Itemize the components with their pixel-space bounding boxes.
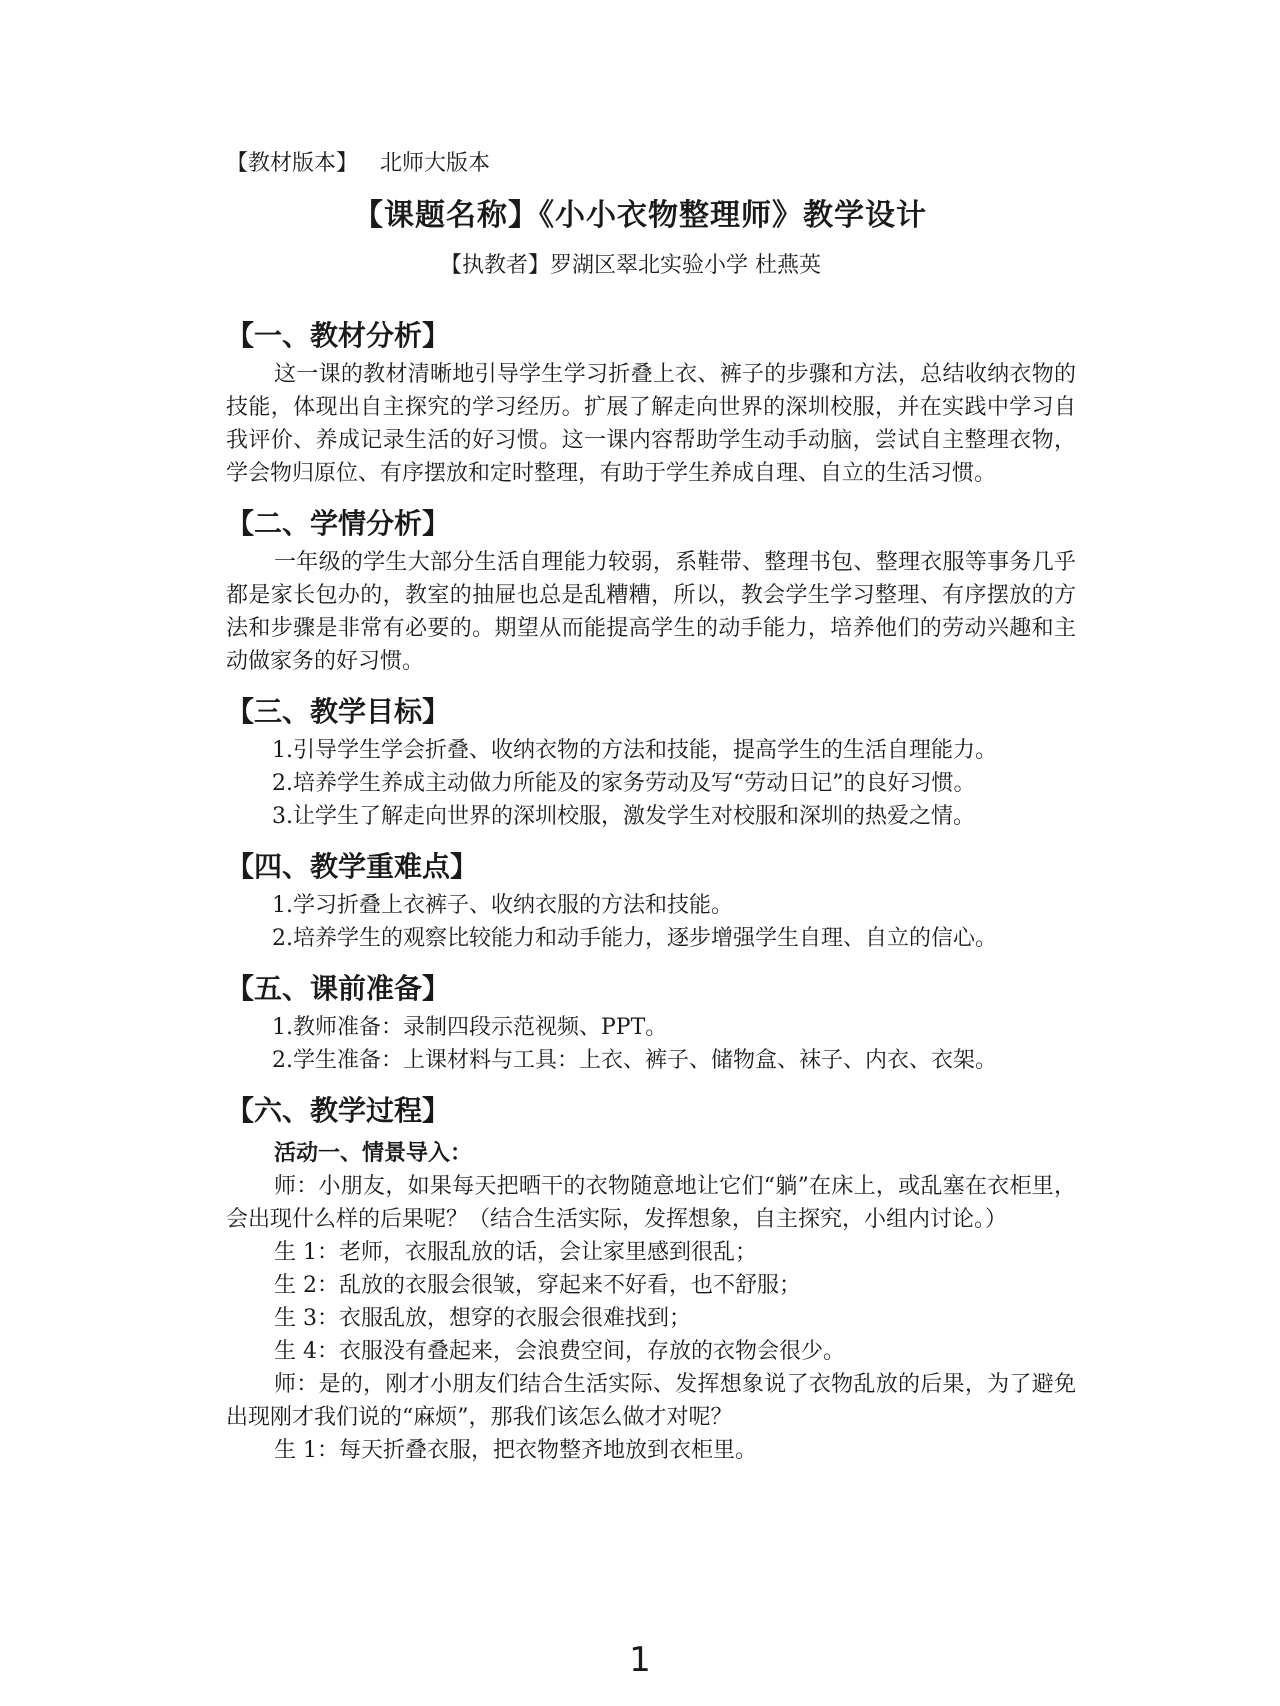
page-number: 1 <box>629 1640 651 1680</box>
teacher-line: 【执教者】罗湖区翠北实验小学 杜燕英 <box>440 253 821 278</box>
section-heading: 【三、教学目标】 <box>226 695 451 728</box>
student-answer: 生 4：衣服没有叠起来，会浪费空间，存放的衣物会很少。 <box>274 1339 845 1364</box>
section-preparation <box>226 967 1076 1077</box>
section-heading: 【五、课前准备】 <box>226 972 451 1005</box>
section-teaching-process <box>226 1089 1076 1467</box>
list-item: 1.引导学生学会折叠、收纳衣物的方法和技能，提高学生的生活自理能力。 <box>272 738 997 763</box>
section-key-points <box>226 845 1076 955</box>
section-heading: 【六、教学过程】 <box>226 1094 451 1127</box>
student-answer: 生 2：乱放的衣服会很皱，穿起来不好看，也不舒服； <box>274 1273 801 1298</box>
edition-value: 北师大版本 <box>380 151 491 176</box>
activity-title: 活动一、情景导入： <box>274 1140 473 1166</box>
section-heading: 【二、学情分析】 <box>226 507 451 540</box>
list-item: 2.学生准备：上课材料与工具：上衣、裤子、储物盒、袜子、内衣、衣架。 <box>272 1048 997 1073</box>
student-answer: 生 1：老师，衣服乱放的话，会让家里感到很乱； <box>274 1240 757 1265</box>
section-paragraph: 一年级的学生大部分生活自理能力较弱，系鞋带、整理书包、整理衣服等事务几乎都是家长包办的，教室的抽屉也总是乱糟糟，所以，教会学生学习整理、有序摆放的方法和步骤是非常有必要的。期望从而能提高学生的动手能力，培养他们的劳动兴趣和主动做家务的好习惯。 <box>226 550 1076 674</box>
teacher-question: 师：小朋友，如果每天把晒干的衣物随意地让它们“躺”在床上，或乱塞在衣柜里，会出现什么样的后果呢？（结合生活实际，发挥想象，自主探究，小组内讨论。） <box>226 1174 1076 1232</box>
edition-line <box>226 146 490 177</box>
list-item: 1.教师准备：录制四段示范视频、PPT。 <box>272 1015 668 1040</box>
section-teaching-goals <box>226 690 1076 833</box>
list-item: 2.培养学生的观察比较能力和动手能力，逐步增强学生自理、自立的信心。 <box>272 926 997 951</box>
section-paragraph: 这一课的教材清晰地引导学生学习折叠上衣、裤子的步骤和方法，总结收纳衣物的技能，体现出自主探究的学习经历。扩展了解走向世界的深圳校服，并在实践中学习自我评价、养成记录生活的好习惯。这一课内容帮助学生动手动脑，尝试自主整理衣物，学会物归原位、有序摆放和定时整理，有助于学生养成自理、自立的生活习惯。 <box>226 362 1076 486</box>
student-answer: 生 3：衣服乱放，想穿的衣服会很难找到； <box>274 1306 691 1331</box>
teacher-question: 师：是的，刚才小朋友们结合生活实际、发挥想象说了衣物乱放的后果，为了避免出现刚才我们说的“麻烦”，那我们该怎么做才对呢？ <box>226 1372 1076 1430</box>
section-heading: 【一、教材分析】 <box>226 319 451 352</box>
document-body <box>226 314 1076 1479</box>
list-item: 2.培养学生养成主动做力所能及的家务劳动及写“劳动日记”的良好习惯。 <box>272 771 976 796</box>
section-student-analysis <box>226 502 1076 678</box>
student-answer: 生 1：每天折叠衣服，把衣物整齐地放到衣柜里。 <box>274 1438 757 1463</box>
section-material-analysis <box>226 314 1076 490</box>
edition-label: 【教材版本】 <box>226 151 359 176</box>
list-item: 1.学习折叠上衣裤子、收纳衣服的方法和技能。 <box>272 893 733 918</box>
document-title: 【课题名称】《小小衣物整理师》教学设计 <box>353 198 927 233</box>
list-item: 3.让学生了解走向世界的深圳校服，激发学生对校服和深圳的热爱之情。 <box>272 804 975 829</box>
section-heading: 【四、教学重难点】 <box>226 850 479 883</box>
